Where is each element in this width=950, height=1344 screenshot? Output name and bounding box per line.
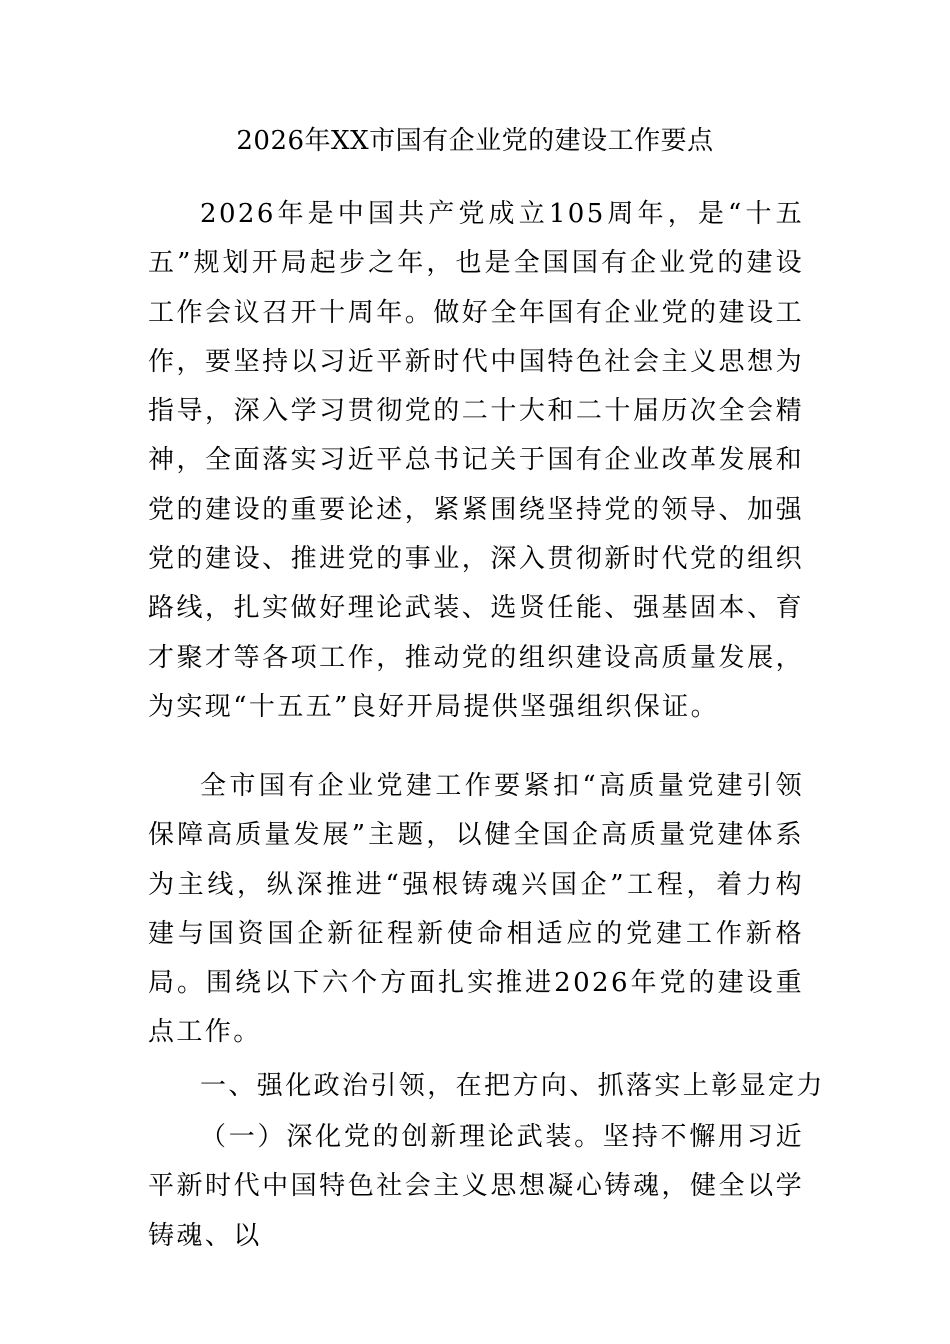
theme-paragraph: 全市国有企业党建工作要紧扣“高质量党建引领保障高质量发展”主题，以健全国企高质量党建体系为主线，纵深推进“强根铸魂兴国企”工程，着力构建与国资国企新征程新使命相适应的党建工作新格局。围绕以下六个方面扎实推进2026年党的建设重点工作。: [148, 771, 804, 1048]
subsection-paragraph: （一）深化党的创新理论武装。坚持不懈用习近平新时代中国特色社会主义思想凝心铸魂，健全以学铸魂、以: [148, 1122, 804, 1251]
document-title: 2026年XX市国有企业党的建设工作要点: [236, 126, 714, 156]
intro-paragraph: 2026年是中国共产党成立105周年，是“十五五”规划开局起步之年，也是全国国有企业党的建设工作会议召开十周年。做好全年国有企业党的建设工作，要坚持以习近平新时代中国特色社会主义思想为指导，深入学习贯彻党的二十大和二十届历次全会精神，全面落实习近平总书记关于国有企业改革发展和党的建设的重要论述，紧紧围绕坚持党的领导、加强党的建设、推进党的事业，深入贯彻新时代党的组织路线，扎实做好理论武装、选贤任能、强基固本、育才聚才等各项工作，推动党的组织建设高质量发展，为实现“十五五”良好开局提供坚强组织保证。: [148, 199, 804, 722]
section-heading: 一、强化政治引领，在把方向、抓落实上彰显定力: [200, 1071, 825, 1101]
